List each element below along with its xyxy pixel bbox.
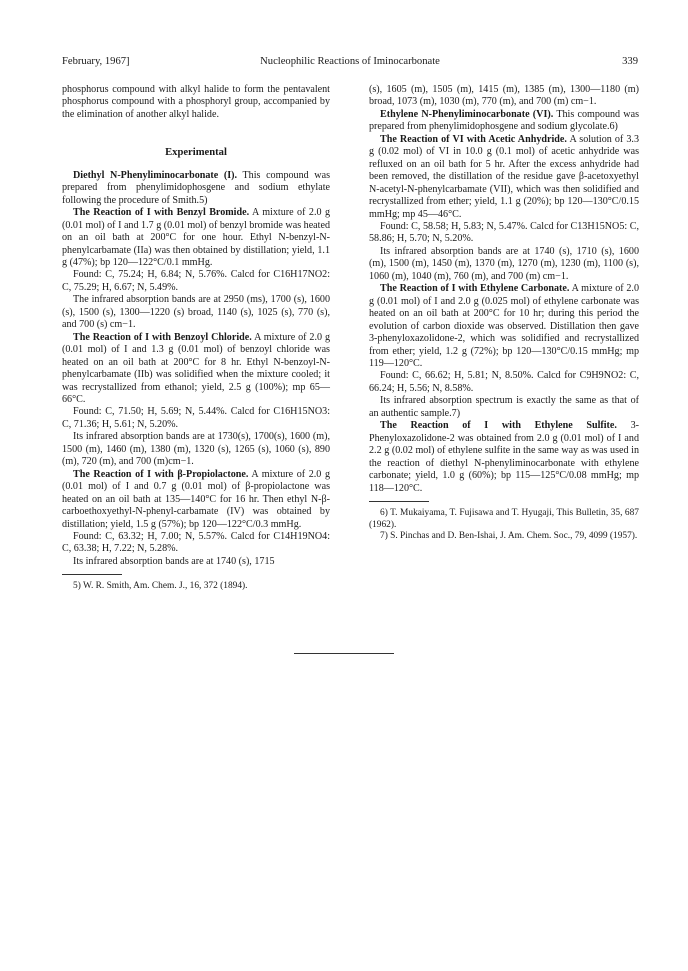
ir-continuation: (s), 1605 (m), 1505 (m), 1415 (m), 1385 (m), 1300—1180 (m) broad, 1073 (m), 1030 (m), 770 (m), and 700 (m) cm−1.	[369, 84, 639, 108]
ethylene-vi-body: This compound was prepared from phenylimidophosgene and sodium glycolate.6)	[369, 108, 640, 133]
benzoyl-chloride-paragraph	[62, 332, 330, 407]
right-column	[369, 84, 639, 543]
acetic-paragraph	[369, 134, 639, 221]
footnote-6: 6) T. Mukaiyama, T. Fujisawa and T. Hyugaji, This Bulletin, 35, 687 (1962).	[369, 507, 639, 530]
diethyl-title: Diethyl N-Phenyliminocarbonate (I).	[73, 169, 238, 181]
page-number: 339	[622, 56, 638, 67]
benzoyl-chloride-found: Found: C, 71.50; H, 5.69; N, 5.44%. Calcd for C16H15NO3: C, 71.36; H, 5.61; N, 5.20%.	[62, 406, 330, 430]
benzoyl-chloride-title: The Reaction of I with Benzoyl Chloride.	[73, 331, 252, 343]
acetic-title: The Reaction of VI with Acetic Anhydride.	[380, 133, 567, 145]
acetic-found: Found: C, 58.58; H, 5.83; N, 5.47%. Calcd for C13H15NO5: C, 58.86; H, 5.70; N, 5.20%.	[369, 220, 639, 245]
propiolactone-ir: Its infrared absorption bands are at 1740 (s), 1715	[73, 555, 275, 567]
ethylene-sulfite-body: 3-Phenyloxazolidone-2 was obtained from 2.0 g (0.01 mol) of I and 2.2 g (0.02 mol) of ethylene sulfite in the same way as was used in the reaction of diethyl N-phenyliminocarbonate with ethylene carbonate; yield, 1.0 g (60%); bp 115—125°C/0.08 mmHg; mp 118—120°C.	[369, 420, 639, 494]
diethyl-paragraph	[62, 170, 330, 207]
ethylene-carbonate-found: Found: C, 66.62; H, 5.81; N, 8.50%. Calcd for C9H9NO2: C, 66.24; H, 5.56; N, 8.58%.	[369, 370, 639, 394]
propiolactone-paragraph	[62, 469, 330, 531]
acetic-ir: Its infrared absorption bands are at 1740 (s), 1710 (s), 1600 (m), 1500 (m), 1450 (m), 1370 (m), 1270 (m), 1230 (m), 1100 (s), 1060 (m), 1040 (m), 760 (m), and 700 (m) cm−1.	[369, 245, 639, 282]
propiolactone-found: Found: C, 63.32; H, 7.00; N, 5.57%. Calcd for C14H19NO4: C, 63.38; H, 7.22; N, 5.28%.	[62, 530, 330, 555]
propiolactone-body: A mixture of 2.0 g (0.01 mol) of I and 0.7 g (0.01 mol) of β-propiolactone was heated on an oil bath at 135—140°C for 16 hr. Then ethyl N-β-carboethoxyethyl-N-phenyl-carbamate (IV) was obtained by distillation; yield, 1.5 g (57%); bp 120—122°C/0.3 mmHg.	[62, 468, 330, 530]
ethylene-sulfite-title: The Reaction of I with Ethylene Sulfite.	[380, 420, 617, 432]
diethyl-body: This compound was prepared from phenylimidophosgene and sodium ethylate following the procedure of Smith.5)	[62, 169, 331, 206]
acetic-body: A solution of 3.3 g (0.02 mol) of VI in 10.0 g (0.1 mol) of acetic anhydride was refluxed on an oil bath for 5 hr. After the excess anhydride had been removed, the distillation of the residue gave β-acetoxyethyl N-acetyl-N-phenylcarbamate (VII), which was then solidified and recrystallized from ether; yield, 1.1 g (20%); bp 120—130°C/0.15 mmHg; mp 45—46°C.	[369, 133, 640, 220]
benzyl-bromide-title: The Reaction of I with Benzyl Bromide.	[73, 207, 250, 219]
ethylene-sulfite-paragraph	[369, 420, 639, 495]
left-column	[62, 84, 330, 593]
footnote-rule	[62, 574, 122, 575]
benzyl-bromide-body: A mixture of 2.0 g (0.01 mol) of I and 1.7 g (0.01 mol) of benzyl bromide was heated on an oil bath at 200°C for one hour. Ethyl N-benzyl-N-phenylcarbamate (IIa) was then obtained by distillation; yield, 1.1 g (47%); bp 120—122°C/0.1 mmHg.	[62, 207, 331, 268]
footnote-7: 7) S. Pinchas and D. Ben-Ishai, J. Am. Chem. Soc., 79, 4099 (1957).	[380, 531, 638, 542]
footnote-rule-right	[369, 501, 429, 502]
ethylene-carbonate-title: The Reaction of I with Ethylene Carbonate.	[380, 283, 570, 295]
ethylene-carbonate-body: A mixture of 2.0 g (0.01 mol) of I and 2.0 g (0.025 mol) of ethylene carbonate was heated on an oil bath at 200°C for 10 hr; during this period the evolution of carbon dioxide was observed. Distillation then gave 3-phenyloxazolidone-2, which was solidified and recrystallized from ether; yield, 1.2 g (72%); bp 120—130°C/0.15 mmHg; mp 119—120°C.	[369, 283, 639, 369]
intro-paragraph: phosphorus compound with alkyl halide to form the pentavalent phosphorus compound with a phosphoryl group, accompanied by the elimination of another alkyl halide.	[62, 84, 330, 120]
end-rule	[294, 653, 394, 654]
benzoyl-chloride-ir: Its infrared absorption bands are at 1730(s), 1700(s), 1600 (m), 1500 (m), 1460 (m), 1380 (m), 1320 (s), 1265 (s), 1060 (s), 890 (m), 720 (m), and 700 (m)cm−1.	[62, 431, 330, 468]
benzyl-bromide-ir: The infrared absorption bands are at 2950 (ms), 1700 (s), 1600 (s), 1500 (s), 1300—1220 (s) broad, 1140 (s), 1025 (s), 770 (s), and 700 (s) cm−1.	[62, 294, 330, 331]
ethylene-vi-title: Ethylene N-Phenyliminocarbonate (VI).	[380, 108, 554, 120]
footnote-5: 5) W. R. Smith, Am. Chem. J., 16, 372 (1894).	[73, 581, 248, 592]
propiolactone-title: The Reaction of I with β-Propiolactone.	[73, 468, 249, 480]
header-title: Nucleophilic Reactions of Iminocarbonate	[260, 56, 440, 67]
experimental-heading: Experimental	[165, 147, 227, 159]
ethylene-vi-paragraph	[369, 109, 639, 134]
benzoyl-chloride-body: A mixture of 2.0 g (0.01 mol) of I and 1.3 g (0.01 mol) of benzoyl chloride was heated on an oil bath at 200°C for 8 hr. Ethyl N-benzoyl-N-phenylcarbamate (IIb) was solidified when the mixture cooled; it was recrystallized from ethanol; yield, 2.5 g (100%); mp 65—66°C.	[62, 331, 331, 405]
running-header	[62, 56, 638, 70]
benzyl-bromide-found: Found: C, 75.24; H, 6.84; N, 5.76%. Calcd for C16H17NO2: C, 75.29; H, 6.67; N, 5.49%.	[62, 269, 330, 293]
ethylene-carbonate-ir: Its infrared absorption spectrum is exactly the same as that of an authentic sample.7)	[369, 395, 639, 419]
header-date: February, 1967]	[62, 56, 130, 67]
ethylene-carbonate-paragraph	[369, 283, 639, 370]
benzyl-bromide-paragraph	[62, 207, 330, 269]
